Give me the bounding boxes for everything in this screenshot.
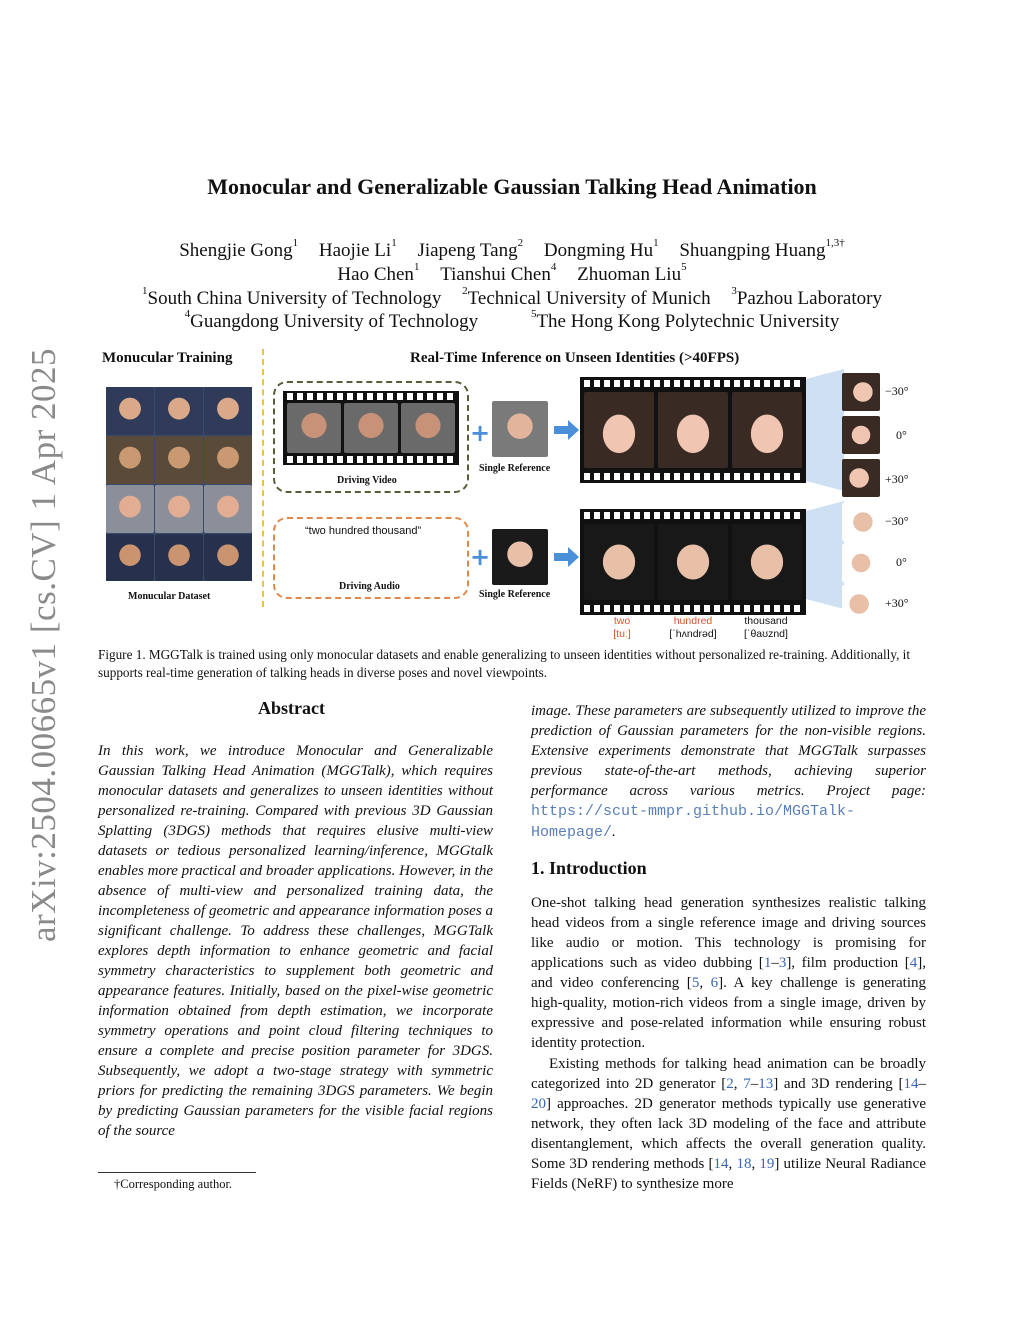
abstract-continuation: image. These parameters are subsequently utilized to improve the prediction of Gaussian parameters for the non-visible regions. Extensive experiments demonstrate that MGGTalk surpasses previous state-of-the-art methods, achieving superior performance across various metrics. Project page: https://scut-mmpr.github.io/MGGTalk-Homepage/.	[531, 703, 926, 841]
citation-link[interactable]: 18	[736, 1156, 752, 1172]
author: Haojie Li$^1$	[318, 237, 397, 261]
pose-view	[842, 416, 880, 454]
paragraph-text: ] and 3D rendering [	[773, 1076, 904, 1092]
abstract-heading: Abstract	[258, 698, 325, 718]
paragraph-text: ,	[699, 975, 711, 991]
affiliation: $^4$Guangdong University of Technology	[184, 308, 479, 332]
figure-caption: Figure 1. MGGTalk is trained using only monocular datasets and enable generalizing to unseen identities without personalized re-training. Additionally, it supports real-time generation of talking heads in diverse poses and novel viewpoints.	[98, 647, 910, 680]
paragraph-text: ] utilize Neural Radiance Fields (NeRF) to synthesize more	[531, 1156, 926, 1192]
citation-link[interactable]: 13	[758, 1076, 774, 1092]
affiliation: $^2$Technical University of Munich	[462, 285, 711, 309]
angle-label: +30°	[885, 472, 909, 486]
footnote: †Corresponding author.	[114, 1177, 233, 1191]
output-filmstrip	[580, 377, 806, 483]
driving-video-box	[273, 381, 469, 493]
author-line-1	[0, 237, 1024, 262]
author: Jiapeng Tang$^2$	[417, 237, 524, 261]
citation-link[interactable]: 19	[759, 1156, 775, 1172]
paragraph-text: ,	[728, 1156, 737, 1172]
reference-image	[492, 529, 548, 585]
arrow-right-icon	[554, 419, 580, 441]
paragraph-text: ,	[733, 1076, 744, 1092]
output-filmstrip	[580, 509, 806, 615]
abstract-text: In this work, we introduce Monocular and Generalizable Gaussian Talking Head Animation (MGGTalk), which requires monocular datasets and generalizes to unseen identities without personalized re-training. Compared with previous 3D Gaussian Splatting (3DGS) methods that requires elusive multi-view datasets or tedious personalized learning/inference, MGGtalk enables more practical and broader applications. However, in the absence of multi-view and personalized training data, the incompleteness of geometric and appearance information poses a significant challenge. To address these challenges, MGGTalk explores depth information to enhance geometric and facial symmetry characteristics to supplement both geometric and appearance features. Initially, based on the pixel-wise geometric information obtained from depth estimation, we incorporate symmetry operations and point cloud filtering techniques to ensure a complete and precise position parameter for 3DGS. Subsequently, we adopt a two-stage strategy with symmetric priors for predicting the remaining 3DGS parameters. We begin by predicting Gaussian parameters for the visible facial regions of the source	[98, 743, 493, 1139]
view-projection	[806, 369, 846, 609]
paper-title: Monocular and Generalizable Gaussian Talking Head Animation	[207, 174, 817, 199]
paragraph-text: –	[750, 1076, 759, 1092]
figure-right-heading: Real-Time Inference on Unseen Identities (>40FPS)	[410, 350, 740, 366]
paragraph-text: ]. A key challenge is generating high-quality, motion-rich videos from a single image, driven by expressive and pose-related information while ensuring robust identity protection.	[531, 975, 926, 1051]
angle-label: −30°	[885, 384, 909, 398]
arxiv-stamp	[4, 347, 84, 943]
citation-link[interactable]: 14	[903, 1076, 919, 1092]
figure-left-heading: Monucular Training	[102, 350, 233, 366]
word-label: two [tuː]	[613, 615, 631, 640]
citation-link[interactable]: 20	[531, 1096, 546, 1112]
arxiv-stamp-text: arXiv:2504.00665v1 [cs.CV] 1 Apr 2025	[24, 347, 63, 943]
author: Hao Chen$^1$	[337, 261, 420, 285]
word-label: hundred [ˈhʌndrəd]	[669, 615, 717, 640]
author-line-2	[0, 261, 1024, 286]
citation-link[interactable]: 3	[778, 955, 787, 971]
author: Shengjie Gong$^1$	[179, 237, 299, 261]
author: Tianshui Chen$^4$	[440, 261, 557, 285]
audio-waveform	[293, 543, 449, 579]
pose-view	[842, 544, 880, 582]
pose-view	[842, 503, 880, 541]
angle-label: +30°	[885, 596, 909, 610]
pose-view	[842, 373, 880, 411]
citation-link[interactable]: 7	[743, 1076, 751, 1092]
figure-divider	[262, 349, 264, 607]
driving-video-filmstrip	[283, 391, 459, 465]
citation-link[interactable]: 2	[726, 1076, 734, 1092]
paragraph-text: ] approaches. 2D generator methods typically use generative network, they often lack 3D modeling of the face and attribute disentanglement, which affects the overall generation quality. Some 3D rendering methods [	[531, 1096, 926, 1172]
single-reference-label: Single Reference	[479, 463, 551, 474]
arrow-right-icon	[554, 546, 580, 568]
author: Zhuoman Liu$^5$	[577, 261, 687, 285]
word-label: thousand [ˈθaʊznd]	[744, 615, 788, 640]
paragraph-text: ,	[751, 1156, 760, 1172]
dataset-grid	[106, 387, 252, 581]
paragraph-text: –	[771, 955, 779, 971]
driving-video-label: Driving Video	[337, 475, 397, 486]
paragraph-text: ], film production [	[786, 955, 910, 971]
plus-icon: +	[470, 543, 491, 571]
affiliation-line-1	[0, 285, 1024, 310]
affiliation-line-2	[0, 308, 1024, 333]
single-reference-label: Single Reference	[479, 589, 551, 600]
affiliation: $^3$Pazhou Laboratory	[731, 285, 882, 309]
paragraph-text: Existing methods for talking head animation can be broadly categorized into 2D generator [	[531, 1056, 926, 1092]
paragraph-text: –	[918, 1076, 926, 1092]
intro-paragraph-1	[531, 893, 926, 1053]
project-page-link[interactable]: https://scut-mmpr.github.io/MGGTalk-Homepage/	[531, 803, 856, 841]
angle-label: −30°	[885, 514, 909, 528]
intro-paragraph-2	[531, 1054, 926, 1194]
angle-label: 0°	[896, 555, 907, 569]
intro-heading: 1. Introduction	[531, 858, 647, 878]
dataset-label: Monucular Dataset	[128, 591, 211, 602]
citation-link[interactable]: 6	[710, 975, 719, 991]
citation-link[interactable]: 5	[691, 975, 700, 991]
pose-view	[842, 585, 880, 623]
angle-label: 0°	[896, 428, 907, 442]
author: Dongming Hu$^1$	[543, 237, 659, 261]
driving-audio-label: Driving Audio	[339, 581, 400, 592]
paragraph-text: ], and video conferencing [	[531, 955, 926, 991]
author: Shuangping Huang$^{1,3\dagger}$	[679, 237, 845, 261]
affiliation: $^5$The Hong Kong Polytechnic University	[530, 308, 840, 332]
pose-view	[842, 459, 880, 497]
audio-quote: “two hundred thousand”	[305, 525, 422, 537]
footnote-rule	[98, 1172, 256, 1173]
reference-image	[492, 401, 548, 457]
affiliation: $^1$South China University of Technology	[142, 285, 442, 309]
driving-audio-box	[273, 517, 469, 599]
citation-link[interactable]: 1	[763, 955, 772, 971]
citation-link[interactable]: 4	[909, 955, 918, 971]
plus-icon: +	[470, 419, 491, 447]
figure-1	[98, 345, 928, 643]
citation-link[interactable]: 14	[713, 1156, 729, 1172]
paragraph-text: One-shot talking head generation synthesizes realistic talking head videos from a single reference image and driving sources like audio or motion. This technology is promising for applications such as video dubbing [	[531, 895, 926, 971]
